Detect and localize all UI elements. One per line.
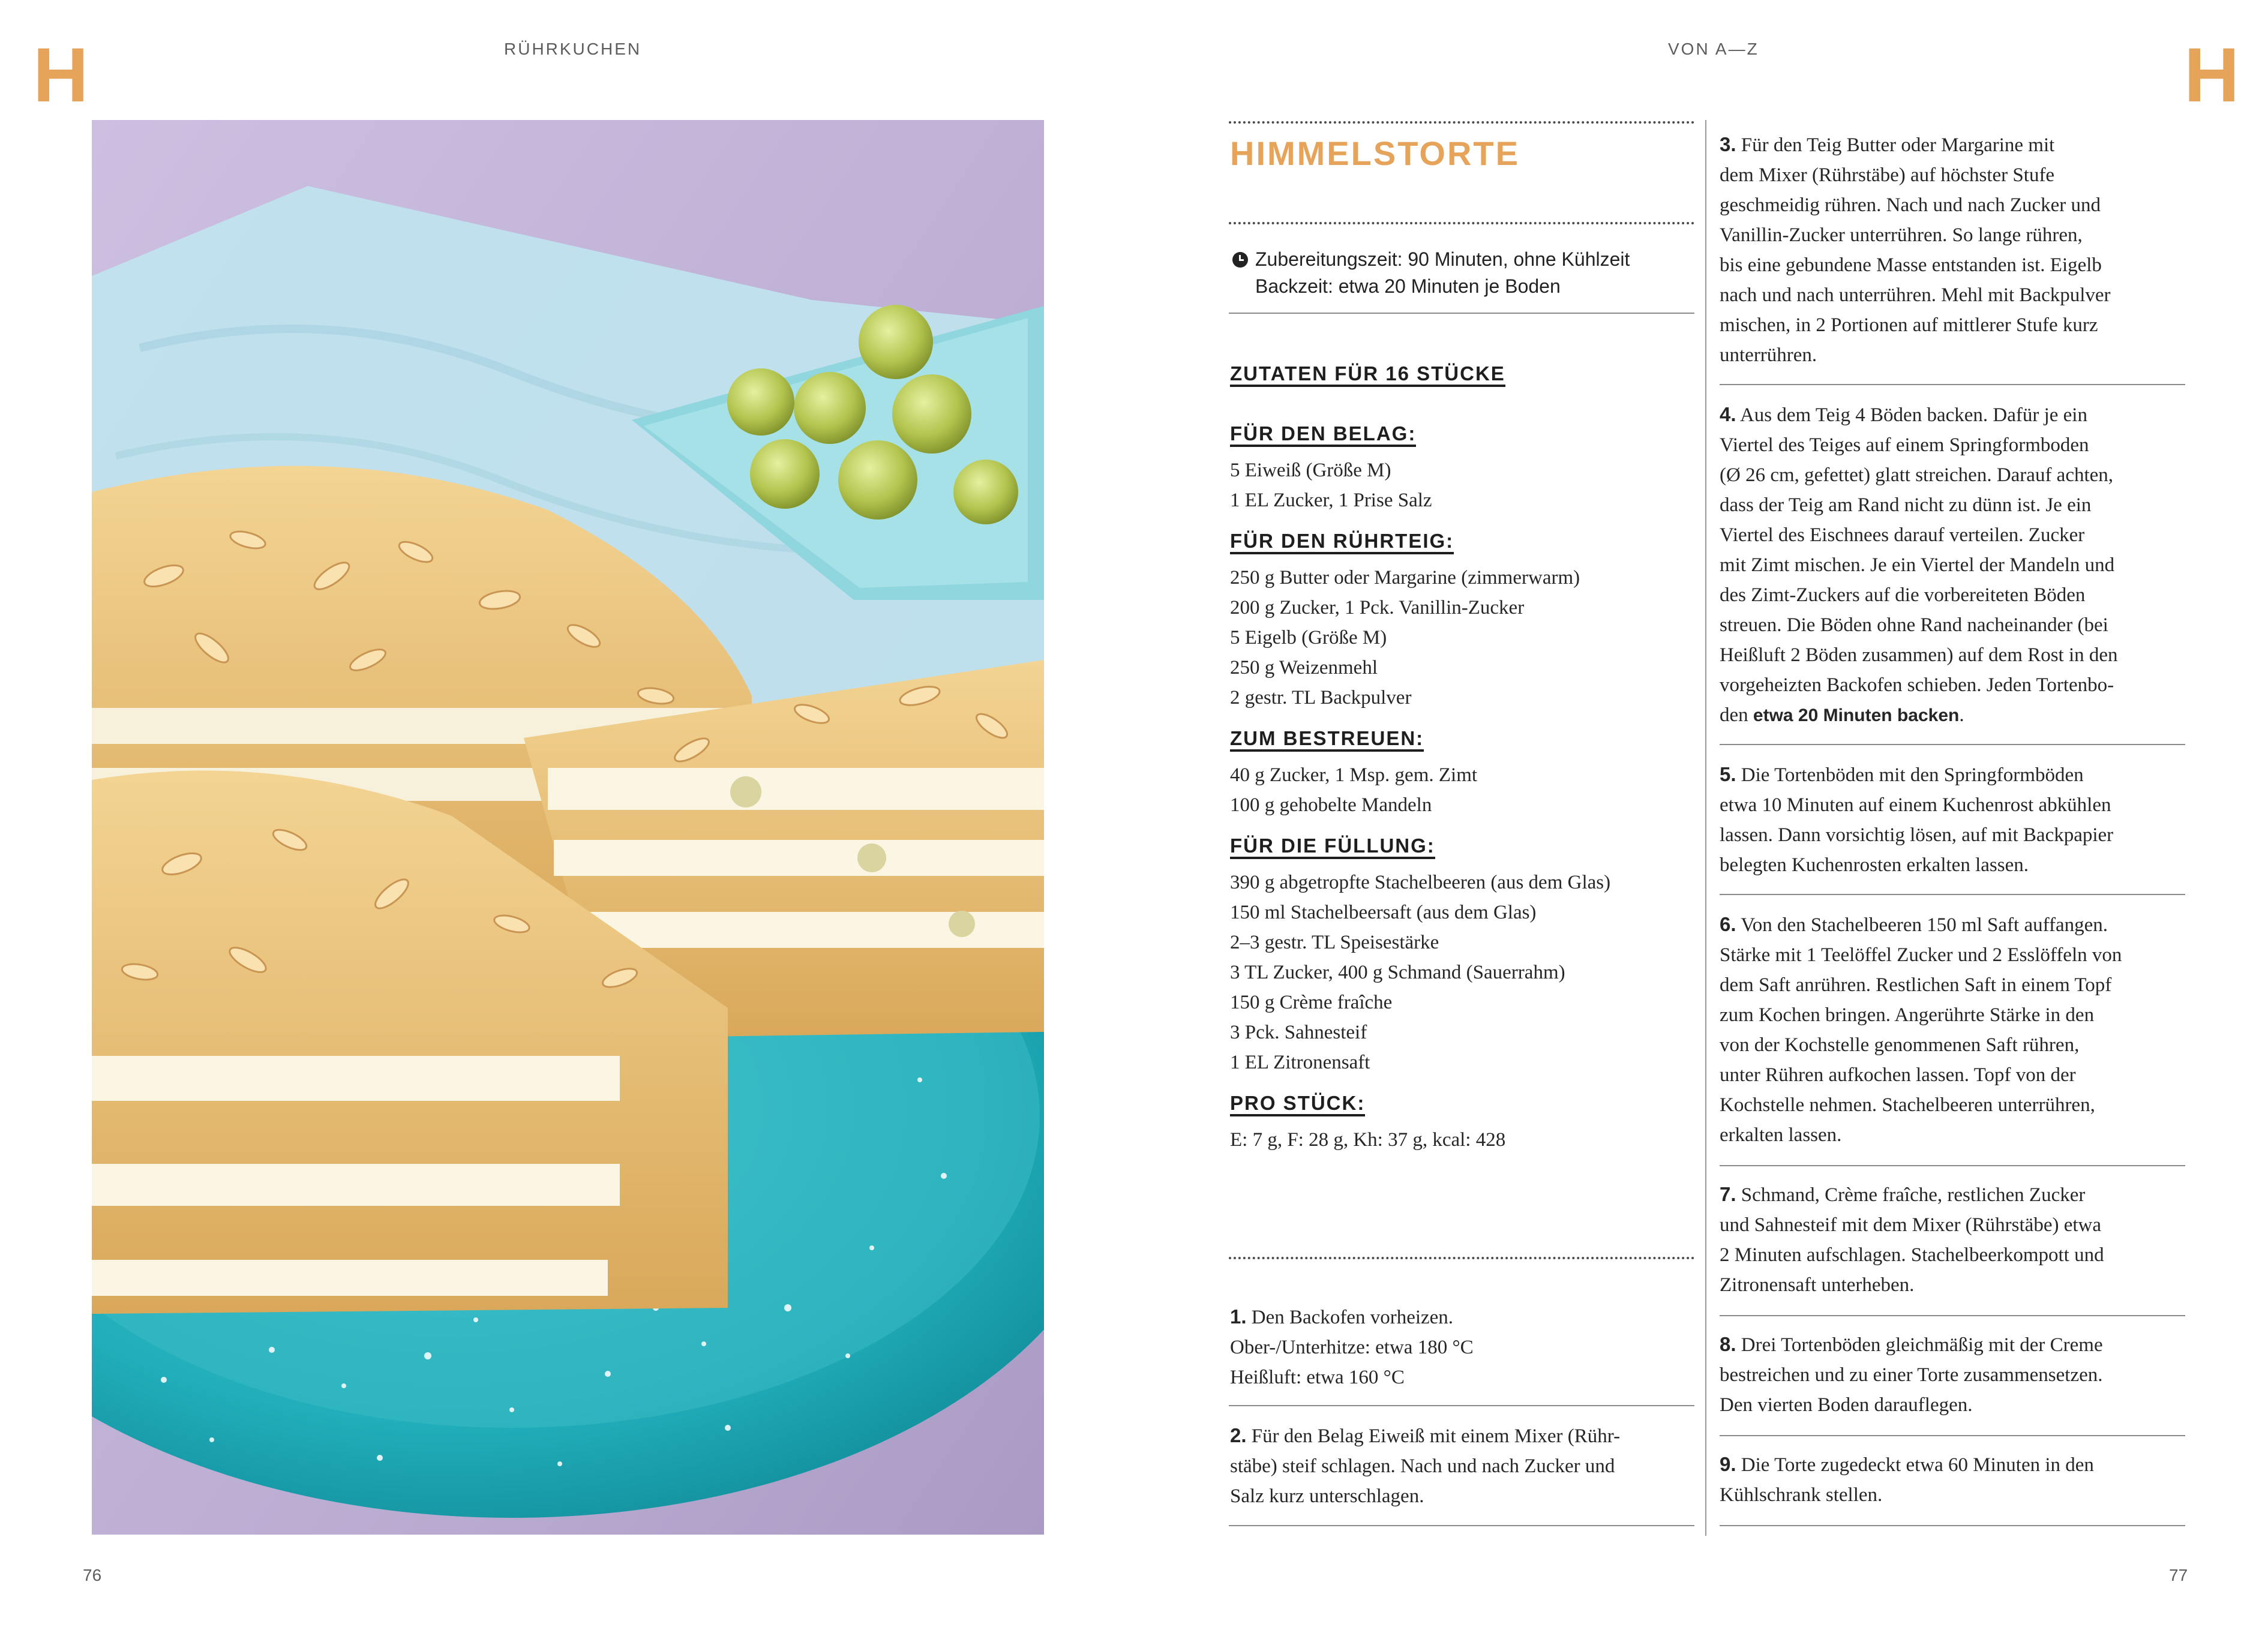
prep-time: Zubereitungszeit: 90 Minuten, ohne Kühlzeit	[1255, 248, 1630, 270]
group-heading: FÜR DEN RÜHRTEIG:	[1230, 531, 1454, 554]
ingredient-line: 5 Eigelb (Größe M)	[1230, 627, 1387, 649]
cake-illustration	[92, 120, 1044, 1535]
yield-heading: ZUTATEN FÜR 16 STÜCKE	[1230, 364, 1505, 387]
group-heading: ZUM BESTREUEN:	[1230, 728, 1424, 752]
step-2: 2. Für den Belag Eiweiß mit einem Mixer (Rühr- stäbe) steif schlagen. Nach und nach Zucker und Salz kurz unterschlagen.	[1230, 1424, 1621, 1507]
ingredient-line: 200 g Zucker, 1 Pck. Vanillin-Zucker	[1230, 597, 1525, 619]
time-rule	[1229, 313, 1694, 314]
step-divider	[1720, 744, 2185, 745]
running-header-left: RÜHRKUCHEN	[504, 40, 642, 58]
group-heading: FÜR DIE FÜLLUNG:	[1230, 836, 1435, 859]
step-divider	[1720, 384, 2185, 385]
step-6: 6. Von den Stachelbeeren 150 ml Saft auffangen. Stärke mit 1 Teelöffel Zucker und 2 Esslöffeln von dem Saft anrühren. Restlichen Saft in einem Topf zum Kochen bringen. Angerührte Stärke in den von der Kochstelle genommenen Saft rühren, unter Rühren aufkochen lassen. Topf von der Kochstelle nehmen. Stachelbeeren unterrühren, erkalten lassen.	[1720, 913, 2122, 1146]
ingredient-line: 2 gestr. TL Backpulver	[1230, 687, 1412, 709]
ingredient-line: 150 g Crème fraîche	[1230, 992, 1393, 1013]
group-heading: FÜR DEN BELAG:	[1230, 424, 1416, 447]
step-divider	[1229, 1525, 1694, 1526]
step-1: 1. Den Backofen vorheizen. Ober-/Unterhitze: etwa 180 °C Heißluft: etwa 160 °C	[1230, 1305, 1474, 1388]
group-heading: PRO STÜCK:	[1230, 1093, 1365, 1116]
step-3: 3. Für den Teig Butter oder Margarine mit dem Mixer (Rührstäbe) auf höchster Stufe geschmeidig rühren. Nach und nach Zucker und Vanillin-Zucker unterrühren. So lange rühren, bis eine gebundene Masse entstanden ist. Eigelb nach und nach unterrühren. Mehl mit Backpulver mischen, in 2 Portionen auf mittlerer Stufe kurz unterrühren.	[1720, 133, 2111, 366]
bake-time: Backzeit: etwa 20 Minuten je Boden	[1255, 275, 1561, 297]
ingredient-line: 250 g Butter oder Margarine (zimmerwarm)	[1230, 567, 1580, 589]
ingredient-line: 40 g Zucker, 1 Msp. gem. Zimt	[1230, 764, 1478, 786]
step-divider	[1720, 1165, 2185, 1166]
step-9: 9. Die Torte zugedeckt etwa 60 Minuten in den Kühlschrank stellen.	[1720, 1453, 2094, 1506]
page-number-left: 76	[83, 1566, 102, 1584]
column-divider	[1705, 120, 1706, 1536]
ingredient-line: 2–3 gestr. TL Speisestärke	[1230, 932, 1439, 953]
time-block	[1232, 246, 1630, 300]
ingredient-line: 1 EL Zitronensaft	[1230, 1052, 1370, 1073]
title-rule-bottom	[1229, 222, 1694, 224]
ingredient-group-belag	[1230, 424, 1692, 515]
nutrition-line: E: 7 g, F: 28 g, Kh: 37 g, kcal: 428	[1230, 1129, 1506, 1151]
step-4: 4. Aus dem Teig 4 Böden backen. Dafür je ein Viertel des Teiges auf einem Springformboden (Ø 26 cm, gefettet) glatt streichen. Darauf achten, dass der Teig am Rand nicht zu dünn ist. Je ein Viertel des Eischnees darauf verteilen. Zucker mit Zimt mischen. Je ein Viertel der Mandeln und des Zimt-Zuckers auf die vorbereiteten Böden streuen. Die Böden ohne Rand nacheinander (bei Heißluft 2 Böden zusammen) auf dem Rost in den vorgeheizten Backofen schieben. Jeden Tortenbo- den etwa 20 Minuten backen.	[1720, 403, 2118, 726]
ingredient-group-bestreuen	[1230, 728, 1692, 820]
ingredient-line: 100 g gehobelte Mandeln	[1230, 794, 1432, 816]
ingredient-line: 250 g Weizenmehl	[1230, 657, 1378, 679]
ingredient-line: 150 ml Stachelbeersaft (aus dem Glas)	[1230, 902, 1537, 923]
ingredient-line: 5 Eiweiß (Größe M)	[1230, 460, 1391, 481]
step-divider	[1720, 1435, 2185, 1436]
step-5: 5. Die Tortenböden mit den Springformböden etwa 10 Minuten auf einem Kuchenrost abkühlen lassen. Dann vorsichtig lösen, auf mit Backpapier belegten Kuchenrosten erkalten lassen.	[1720, 763, 2114, 876]
step-7: 7. Schmand, Crème fraîche, restlichen Zucker und Sahnesteif mit dem Mixer (Rührstäbe) etwa 2 Minuten aufschlagen. Stachelbeerkompott und Zitronensaft unterheben.	[1720, 1183, 2104, 1296]
ingredient-line: 3 TL Zucker, 400 g Schmand (Sauerrahm)	[1230, 962, 1565, 983]
step-8: 8. Drei Tortenböden gleichmäßig mit der Creme bestreichen und zu einer Torte zusammensetzen. Den vierten Boden darauflegen.	[1720, 1333, 2103, 1416]
emphasis: etwa 20 Minuten backen	[1753, 706, 1960, 725]
clock-icon	[1232, 252, 1248, 268]
ingredients	[1230, 424, 1692, 1155]
step-divider	[1229, 1405, 1694, 1406]
section-letter-right: H	[2184, 32, 2240, 118]
ingredient-line: 3 Pck. Sahnesteif	[1230, 1022, 1367, 1043]
recipe-title: HIMMELSTORTE	[1230, 134, 1520, 172]
running-header-right: VON A—Z	[1668, 40, 1759, 58]
ingredient-group-fuellung	[1230, 836, 1692, 1077]
steps-rule	[1229, 1257, 1694, 1259]
step-divider	[1720, 894, 2185, 895]
step-number: 1.	[1230, 1305, 1247, 1328]
himmelstorte-photo	[92, 120, 1044, 1535]
page-number-right: 77	[2169, 1566, 2188, 1584]
nutrition-group	[1230, 1093, 1692, 1155]
section-letter-left: H	[33, 32, 89, 118]
ingredient-line: 390 g abgetropfte Stachelbeeren (aus dem Glas)	[1230, 872, 1611, 893]
ingredient-group-ruehrteig	[1230, 531, 1692, 713]
title-rule-top	[1229, 121, 1694, 124]
ingredient-line: 1 EL Zucker, 1 Prise Salz	[1230, 490, 1432, 511]
step-divider	[1720, 1315, 2185, 1316]
step-divider	[1720, 1525, 2185, 1526]
